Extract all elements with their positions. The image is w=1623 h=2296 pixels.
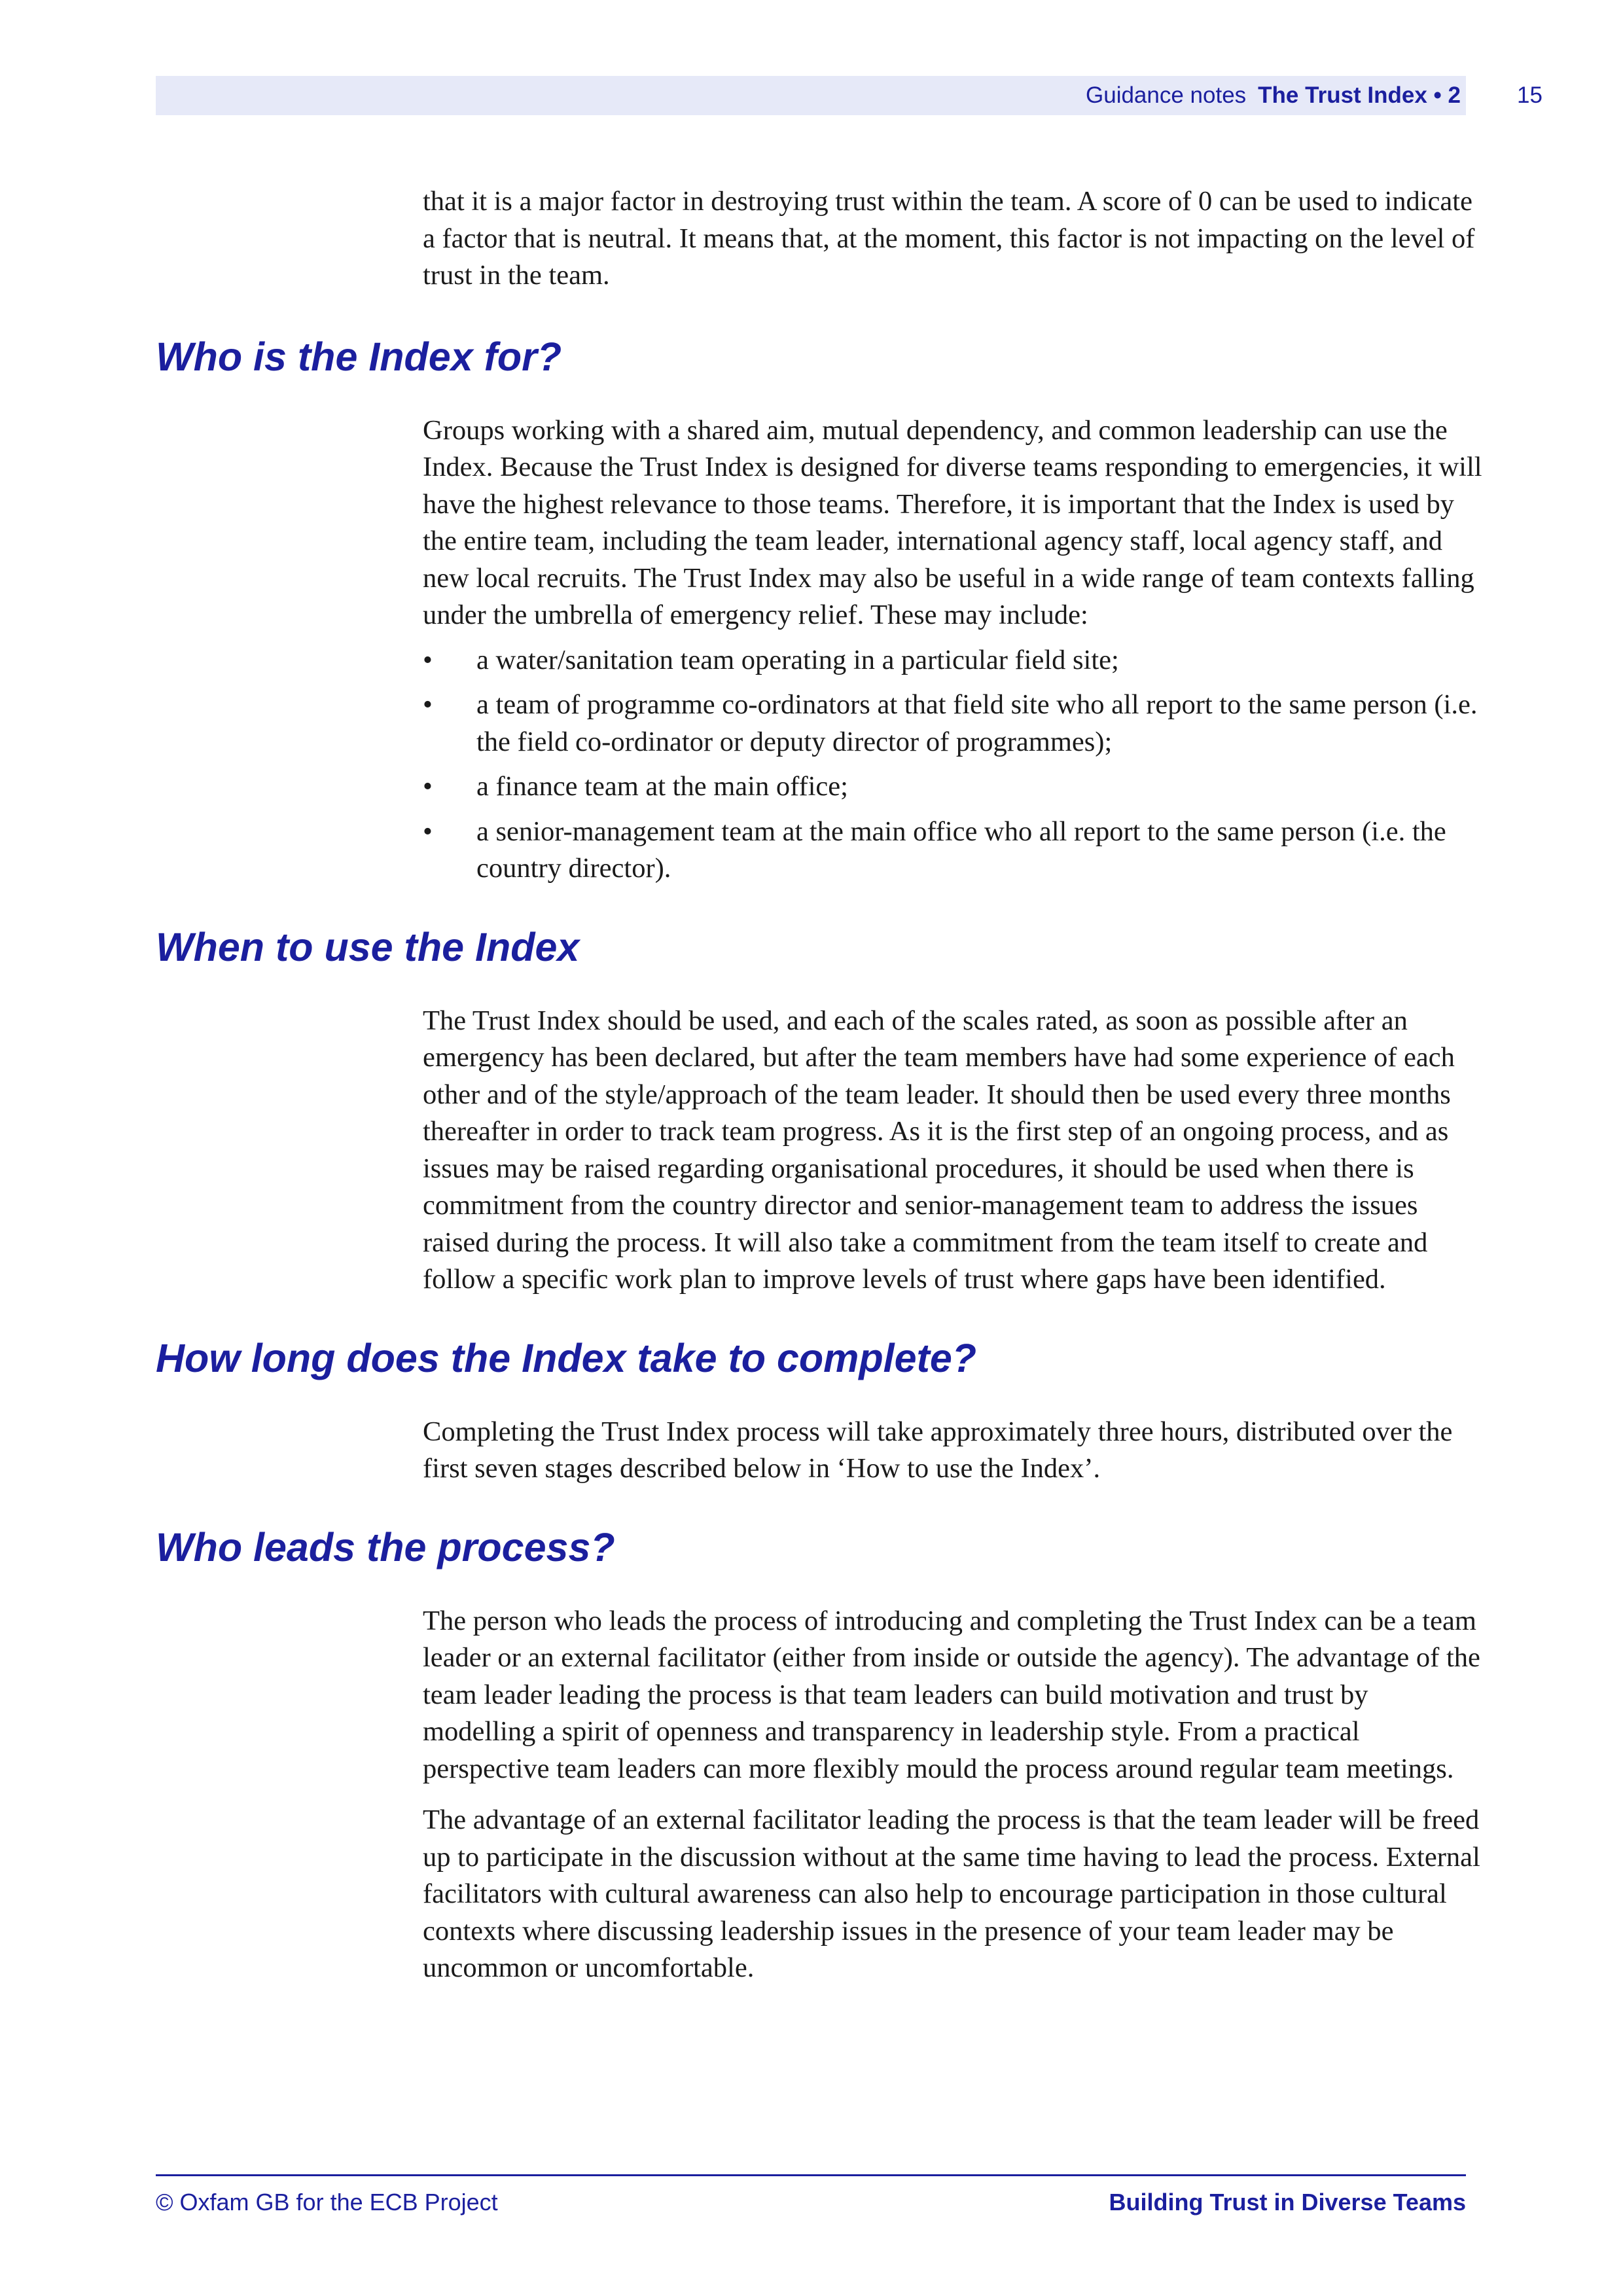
heading-how-long: How long does the Index take to complete? — [156, 1335, 977, 1380]
header-chapter-title: The Trust Index • 2 — [1258, 82, 1461, 108]
page-body — [0, 183, 1623, 1987]
footer-copyright: © Oxfam GB for the ECB Project — [156, 2189, 498, 2215]
bullet-icon: • — [423, 771, 433, 802]
list-item: • a finance team at the main office; — [423, 768, 1483, 806]
who-leads-paragraph-2: The advantage of an external facilitator leading the process is that the team leader will be freed up to participate in the discussion without at the same time having to lead the process. External facilitators with cultural awareness can also help to encourage participation in those cultural contexts where discussing leadership issues in the presence of your team leader may be uncommon or uncomfortable. — [423, 1804, 1480, 1983]
bullet-icon: • — [423, 644, 433, 675]
footer-divider — [156, 2174, 1466, 2176]
how-long-paragraph: Completing the Trust Index process will take approximately three hours, distributed over the first seven stages described below in ‘How to use the Index’. — [423, 1416, 1453, 1484]
heading-who-leads: Who leads the process? — [156, 1524, 615, 1570]
bullet-icon: • — [423, 689, 433, 720]
header-section-label: Guidance notes — [1086, 82, 1247, 108]
list-item: • a team of programme co-ordinators at that field site who all report to the same person (i.e. the field co-ordinator or deputy director of programmes); — [423, 687, 1483, 761]
heading-when-to-use: When to use the Index — [156, 924, 580, 969]
heading-who-is-index-for: Who is the Index for? — [156, 334, 562, 379]
list-item: • a water/sanitation team operating in a particular field site; — [423, 642, 1483, 679]
running-header — [1086, 77, 1461, 114]
who-leads-paragraph-1: The person who leads the process of introducing and completing the Trust Index can be a team leader or an external facilitator (either from inside or outside the agency). The advantage of the team leader leading the process is that team leaders can build motivation and trust by modelling a spirit of openness and transparency in leadership style. From a practical perspective team leaders can more flexibly mould the process around regular team meetings. — [423, 1605, 1480, 1784]
list-item: • a senior-management team at the main office who all report to the same person (i.e. the country director). — [423, 814, 1483, 888]
bullet-icon: • — [423, 816, 433, 847]
footer-book-title: Building Trust in Diverse Teams — [1109, 2189, 1466, 2215]
team-contexts-list — [423, 642, 1483, 888]
when-paragraph: The Trust Index should be used, and each of the scales rated, as soon as possible after an emergency has been declared, but after the team members have had some experience of each other and of the style/approach of the team leader. It should then be used every three months thereafter in order to track team progress. As it is the first step of an ongoing process, and as issues may be raised regarding organisational procedures, it should be used when there is commitment from the country director and senior-management team to address the issues raised during the process. It will also take a commitment from the team itself to create and follow a specific work plan to improve levels of trust where gaps have been identified. — [423, 1005, 1455, 1295]
who-for-paragraph: Groups working with a shared aim, mutual dependency, and common leadership can use the Index. Because the Trust Index is designed for diverse teams responding to emergencies, it will have the highest relevance to those teams. Therefore, it is important that the Index is used by the entire team, including the team leader, international agency staff, local agency staff, and new local recruits. The Trust Index may also be useful in a wide range of team contexts falling under the umbrella of emergency relief. These may include: — [423, 414, 1482, 630]
intro-paragraph: that it is a major factor in destroying trust within the team. A score of 0 can be used to indicate a factor that is neutral. It means that, at the moment, this factor is not impacting on the level of trust in the team. — [423, 186, 1475, 291]
page-number: 15 — [1517, 82, 1543, 108]
